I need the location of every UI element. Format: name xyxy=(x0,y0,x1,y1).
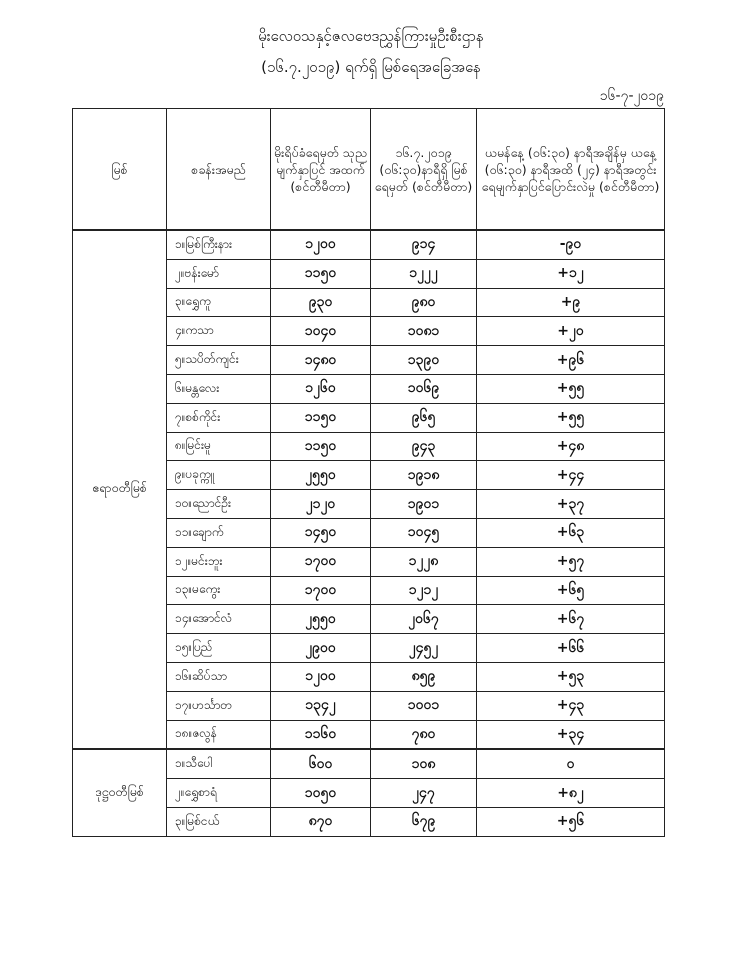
change-cell: +၄၈ xyxy=(477,432,665,461)
change-cell: +၃၇ xyxy=(477,490,665,519)
change-cell: +၅၆ xyxy=(477,807,665,836)
station-cell: ၇။စစ်ကိုင်း xyxy=(167,403,271,432)
river-name-cell: ဧရာဝတီမြစ် xyxy=(73,230,167,749)
page-subtitle: (၁၆.၇.၂၀၁၉) ရက်ရှိ မြစ်ရေအခြေအနေ xyxy=(261,58,481,76)
station-cell: ၁၁။ချောက် xyxy=(167,518,271,547)
danger-level-cell: ၁၀၄၀ xyxy=(271,317,371,346)
station-cell: ၉။ပခုက္ကူ xyxy=(167,461,271,490)
danger-level-cell: ၁၄၅၀ xyxy=(271,518,371,547)
danger-level-cell: ၈၇၀ xyxy=(271,807,371,836)
station-cell: ၆။မန္တလေး xyxy=(167,374,271,403)
table-row xyxy=(73,749,665,778)
danger-level-cell: ၁၁၅၀ xyxy=(271,432,371,461)
change-cell: +၃၄ xyxy=(477,720,665,749)
change-cell: +၉ xyxy=(477,288,665,317)
change-cell: +၄၄ xyxy=(477,461,665,490)
change-cell: +၁၂ xyxy=(477,259,665,288)
station-cell: ၁၀။ညောင်ဦး xyxy=(167,490,271,519)
change-cell: +၅၅ xyxy=(477,374,665,403)
current-level-cell: ၉၄၃ xyxy=(371,432,477,461)
current-level-cell: ၇၈၀ xyxy=(371,720,477,749)
river-level-table xyxy=(72,108,665,837)
change-cell: +၅၃ xyxy=(477,662,665,691)
change-cell: +၆၅ xyxy=(477,576,665,605)
station-cell: ၅။သပိတ်ကျင်း xyxy=(167,346,271,375)
current-level-cell: ၉၈၀ xyxy=(371,288,477,317)
change-cell: +၅၇ xyxy=(477,547,665,576)
table-row xyxy=(73,230,665,259)
change-cell: ၀ xyxy=(477,749,665,778)
station-cell: ၃။မြစ်ငယ် xyxy=(167,807,271,836)
danger-level-cell: ၁၁၅၀ xyxy=(271,259,371,288)
current-level-cell: ၁၀၀၁ xyxy=(371,691,477,720)
change-cell: +၆၃ xyxy=(477,518,665,547)
station-cell: ၁။မြစ်ကြီးနား xyxy=(167,230,271,259)
danger-level-cell: ၁၄၈၀ xyxy=(271,346,371,375)
station-cell: ၂။ဗန်းမော် xyxy=(167,259,271,288)
danger-level-cell: ၆၀၀ xyxy=(271,749,371,778)
current-level-cell: ၂၀၆၇ xyxy=(371,605,477,634)
current-level-cell: ၉၁၄ xyxy=(371,230,477,259)
danger-level-cell: ၁၂၆၀ xyxy=(271,374,371,403)
current-level-cell: ၁၃၉၀ xyxy=(371,346,477,375)
header-danger-level: မိုးရိပ်ခံရေမှတ် သုည မျက်နှာပြင် အထက် (စင်တီမီတာ) xyxy=(271,109,371,231)
river-name-cell: ဒုဋ္ဌဝတီမြစ် xyxy=(73,749,167,836)
change-cell: +၅၅ xyxy=(477,403,665,432)
danger-level-cell: ၂၅၅၀ xyxy=(271,605,371,634)
page-title: မိုးလေဝသနှင့်ဇလဗေဒညွှန်ကြားမှုဦးစီးဌာန xyxy=(258,27,484,45)
station-cell: ၁၆။ဆိပ်သာ xyxy=(167,662,271,691)
current-level-cell: ၁၀၈၁ xyxy=(371,317,477,346)
current-level-cell: ၁၉၀၁ xyxy=(371,490,477,519)
current-level-cell: ၁၉၁၈ xyxy=(371,461,477,490)
station-cell: ၁၈။ဇလွန် xyxy=(167,720,271,749)
station-cell: ၈။မြင်းမူ xyxy=(167,432,271,461)
current-level-cell: ၁၀၆၉ xyxy=(371,374,477,403)
current-level-cell: ၁၂၂၂ xyxy=(371,259,477,288)
danger-level-cell: ၁၁၅၀ xyxy=(271,403,371,432)
change-cell: +၉၆ xyxy=(477,346,665,375)
table-header-row xyxy=(73,109,665,231)
station-cell: ၁၄။အောင်လံ xyxy=(167,605,271,634)
table-body xyxy=(73,230,665,836)
change-cell: +၆၇ xyxy=(477,605,665,634)
station-cell: ၁။သီပေါ xyxy=(167,749,271,778)
current-level-cell: ၁၀၈ xyxy=(371,749,477,778)
danger-level-cell: ၁၇၀၀ xyxy=(271,547,371,576)
current-level-cell: ၁၀၄၅ xyxy=(371,518,477,547)
danger-level-cell: ၁၇၀၀ xyxy=(271,576,371,605)
current-level-cell: ၉၆၅ xyxy=(371,403,477,432)
current-level-cell: ၂၄၅၂ xyxy=(371,634,477,663)
station-cell: ၁၅။ပြည် xyxy=(167,634,271,663)
danger-level-cell: ၁၀၅၀ xyxy=(271,779,371,808)
current-level-cell: ၈၅၉ xyxy=(371,662,477,691)
station-cell: ၁၇။ဟင်္သာတ xyxy=(167,691,271,720)
danger-level-cell: ၉၃၀ xyxy=(271,288,371,317)
current-level-cell: ၁၂၁၂ xyxy=(371,576,477,605)
station-cell: ၃။ရွှေကူ xyxy=(167,288,271,317)
header-current-level: ၁၆.၇.၂၀၁၉ (၀၆:၃၀)နာရီရှိ မြစ်ရေမှတ် (စင်တီမီတာ) xyxy=(371,109,477,231)
danger-level-cell: ၂၅၅၀ xyxy=(271,461,371,490)
station-cell: ၄။ကသာ xyxy=(167,317,271,346)
change-cell: +၆၆ xyxy=(477,634,665,663)
danger-level-cell: ၁၂၀၀ xyxy=(271,230,371,259)
station-cell: ၁၃။မကွေး xyxy=(167,576,271,605)
header-change: ယမန်နေ့ (၀၆:၃၀) နာရီအချိန်မှ ယနေ့ (၀၆:၃၀) နာရီအထိ (၂၄) နာရီအတွင်း ရေမျက်နှာပြင်ပြောင်းလဲမှု (စင်တီမီတာ) xyxy=(477,109,665,231)
danger-level-cell: ၁၁၆၀ xyxy=(271,720,371,749)
station-cell: ၂။ရွှေစာရံ xyxy=(167,779,271,808)
change-cell: -၉၀ xyxy=(477,230,665,259)
change-cell: +၂၀ xyxy=(477,317,665,346)
danger-level-cell: ၂၁၂၀ xyxy=(271,490,371,519)
header-river: မြစ် xyxy=(73,109,167,231)
current-level-cell: ၂၄၇ xyxy=(371,779,477,808)
change-cell: +၄၃ xyxy=(477,691,665,720)
report-date: ၁၆-၇-၂၀၁၉ xyxy=(599,88,664,104)
danger-level-cell: ၂၉၀၀ xyxy=(271,634,371,663)
change-cell: +၈၂ xyxy=(477,779,665,808)
station-cell: ၁၂။မင်းဘူး xyxy=(167,547,271,576)
current-level-cell: ၁၂၂၈ xyxy=(371,547,477,576)
header-station: စခန်းအမည် xyxy=(167,109,271,231)
current-level-cell: ၆၇၉ xyxy=(371,807,477,836)
danger-level-cell: ၁၃၄၂ xyxy=(271,691,371,720)
danger-level-cell: ၁၂၀၀ xyxy=(271,662,371,691)
